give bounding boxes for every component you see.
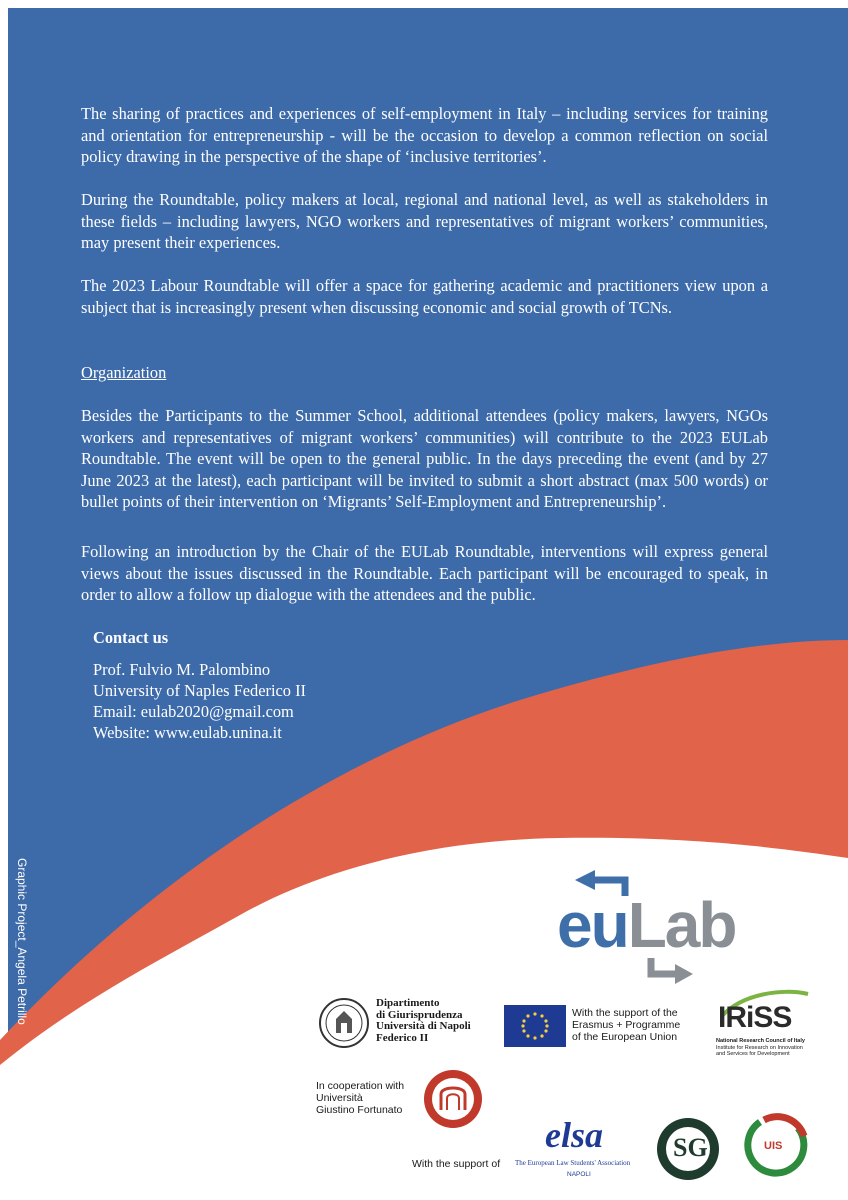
dipartimento-line-3: Università di Napoli (376, 1020, 471, 1032)
paragraph-labour-roundtable: The 2023 Labour Roundtable will offer a space for gathering academic and practitioners view upon a subject that is increasingly present when discussing economic and social growth of TCNs. (81, 276, 768, 317)
paragraph-roundtable: During the Roundtable, policy makers at local, regional and national level, as well as stakeholders in these fields – including lawyers, NGO workers and representatives of migrant workers’ communities, may present their experiences. (81, 190, 768, 252)
eu-support-line-2: Erasmus + Programme (572, 1019, 681, 1031)
eu-flag-icon (504, 1005, 566, 1047)
paragraph-introduction: Following an introduction by the Chair of the EULab Roundtable, interventions will express general views about the issues discussed in the Roundtable. Each participant will be encouraged to speak, in order to allow a follow up dialogue with the attendees and the public. (81, 542, 768, 604)
giustino-fortunato-seal-icon (422, 1068, 484, 1130)
irss-line-2: Institute for Research on Innovation (716, 1044, 803, 1051)
dipartimento-line-4: Federico II (376, 1031, 429, 1044)
dipartimento-line-2: di Giurisprudenza (376, 1008, 463, 1021)
eu-support-logo (504, 1005, 704, 1050)
organization-heading: Organization (81, 363, 167, 382)
uis-logo (740, 1112, 810, 1182)
irss-logo (712, 988, 812, 1063)
elsa-line-2: NAPOLI (567, 1171, 591, 1178)
dipartimento-logo (318, 995, 488, 1055)
contact-university: University of Naples Federico II (93, 681, 307, 700)
support-of-label: With the support of (412, 1158, 501, 1170)
cooperation-block (316, 1080, 496, 1140)
cooperation-line-3: Giustino Fortunato (316, 1104, 403, 1116)
eulab-eu-text: eu (557, 889, 628, 961)
sg-text: SG (673, 1133, 708, 1162)
cooperation-line-1: In cooperation with (316, 1080, 405, 1092)
irss-name: IRiSS (718, 1001, 792, 1034)
dipartimento-line-1: Dipartimento (376, 997, 440, 1009)
irss-line-3: and Services for Development (716, 1051, 790, 1057)
cooperation-line-2: Università (316, 1092, 363, 1104)
university-seal-icon (318, 997, 370, 1049)
graphic-credit: Graphic Project_Angela Petrillo (15, 858, 29, 1025)
contact-title: Contact us (93, 628, 169, 647)
elsa-line-1: The European Law Students' Association (515, 1159, 631, 1167)
elsa-logo (515, 1115, 645, 1185)
eu-support-line-1: With the support of the (572, 1007, 678, 1019)
contact-email[interactable]: Email: eulab2020@gmail.com (93, 702, 294, 721)
eulab-logo (555, 870, 735, 990)
elsa-name: elsa (545, 1115, 603, 1155)
sg-logo (656, 1117, 720, 1181)
paragraph-participants: Besides the Participants to the Summer School, additional attendees (policy makers, lawyers, NGOs workers and representatives of migrant workers’ communities) will contribute to the 2023 EULab Roundtable. The event will be open to the general public. In the days preceding the event (and by 27 June 2023 at the latest), each participant will be invited to submit a short abstract (max 500 words) or bullet points of their intervention on ‘Migrants’ Self-Employment and Entrepreneurship’. (81, 406, 768, 511)
contact-website[interactable]: Website: www.eulab.unina.it (93, 723, 282, 742)
eu-support-line-3: of the European Union (572, 1031, 678, 1043)
uis-text: UIS (764, 1140, 783, 1152)
eulab-lab-text: Lab (627, 889, 736, 961)
contact-name: Prof. Fulvio M. Palombino (93, 660, 271, 679)
paragraph-sharing: The sharing of practices and experiences of self-employment in Italy – including services for training and orientation for entrepreneurship - will be the occasion to develop a common reflection on social policy drawing in the perspective of the shape of ‘inclusive territories’. (81, 104, 768, 166)
irss-line-1: National Research Council of Italy (716, 1038, 805, 1044)
